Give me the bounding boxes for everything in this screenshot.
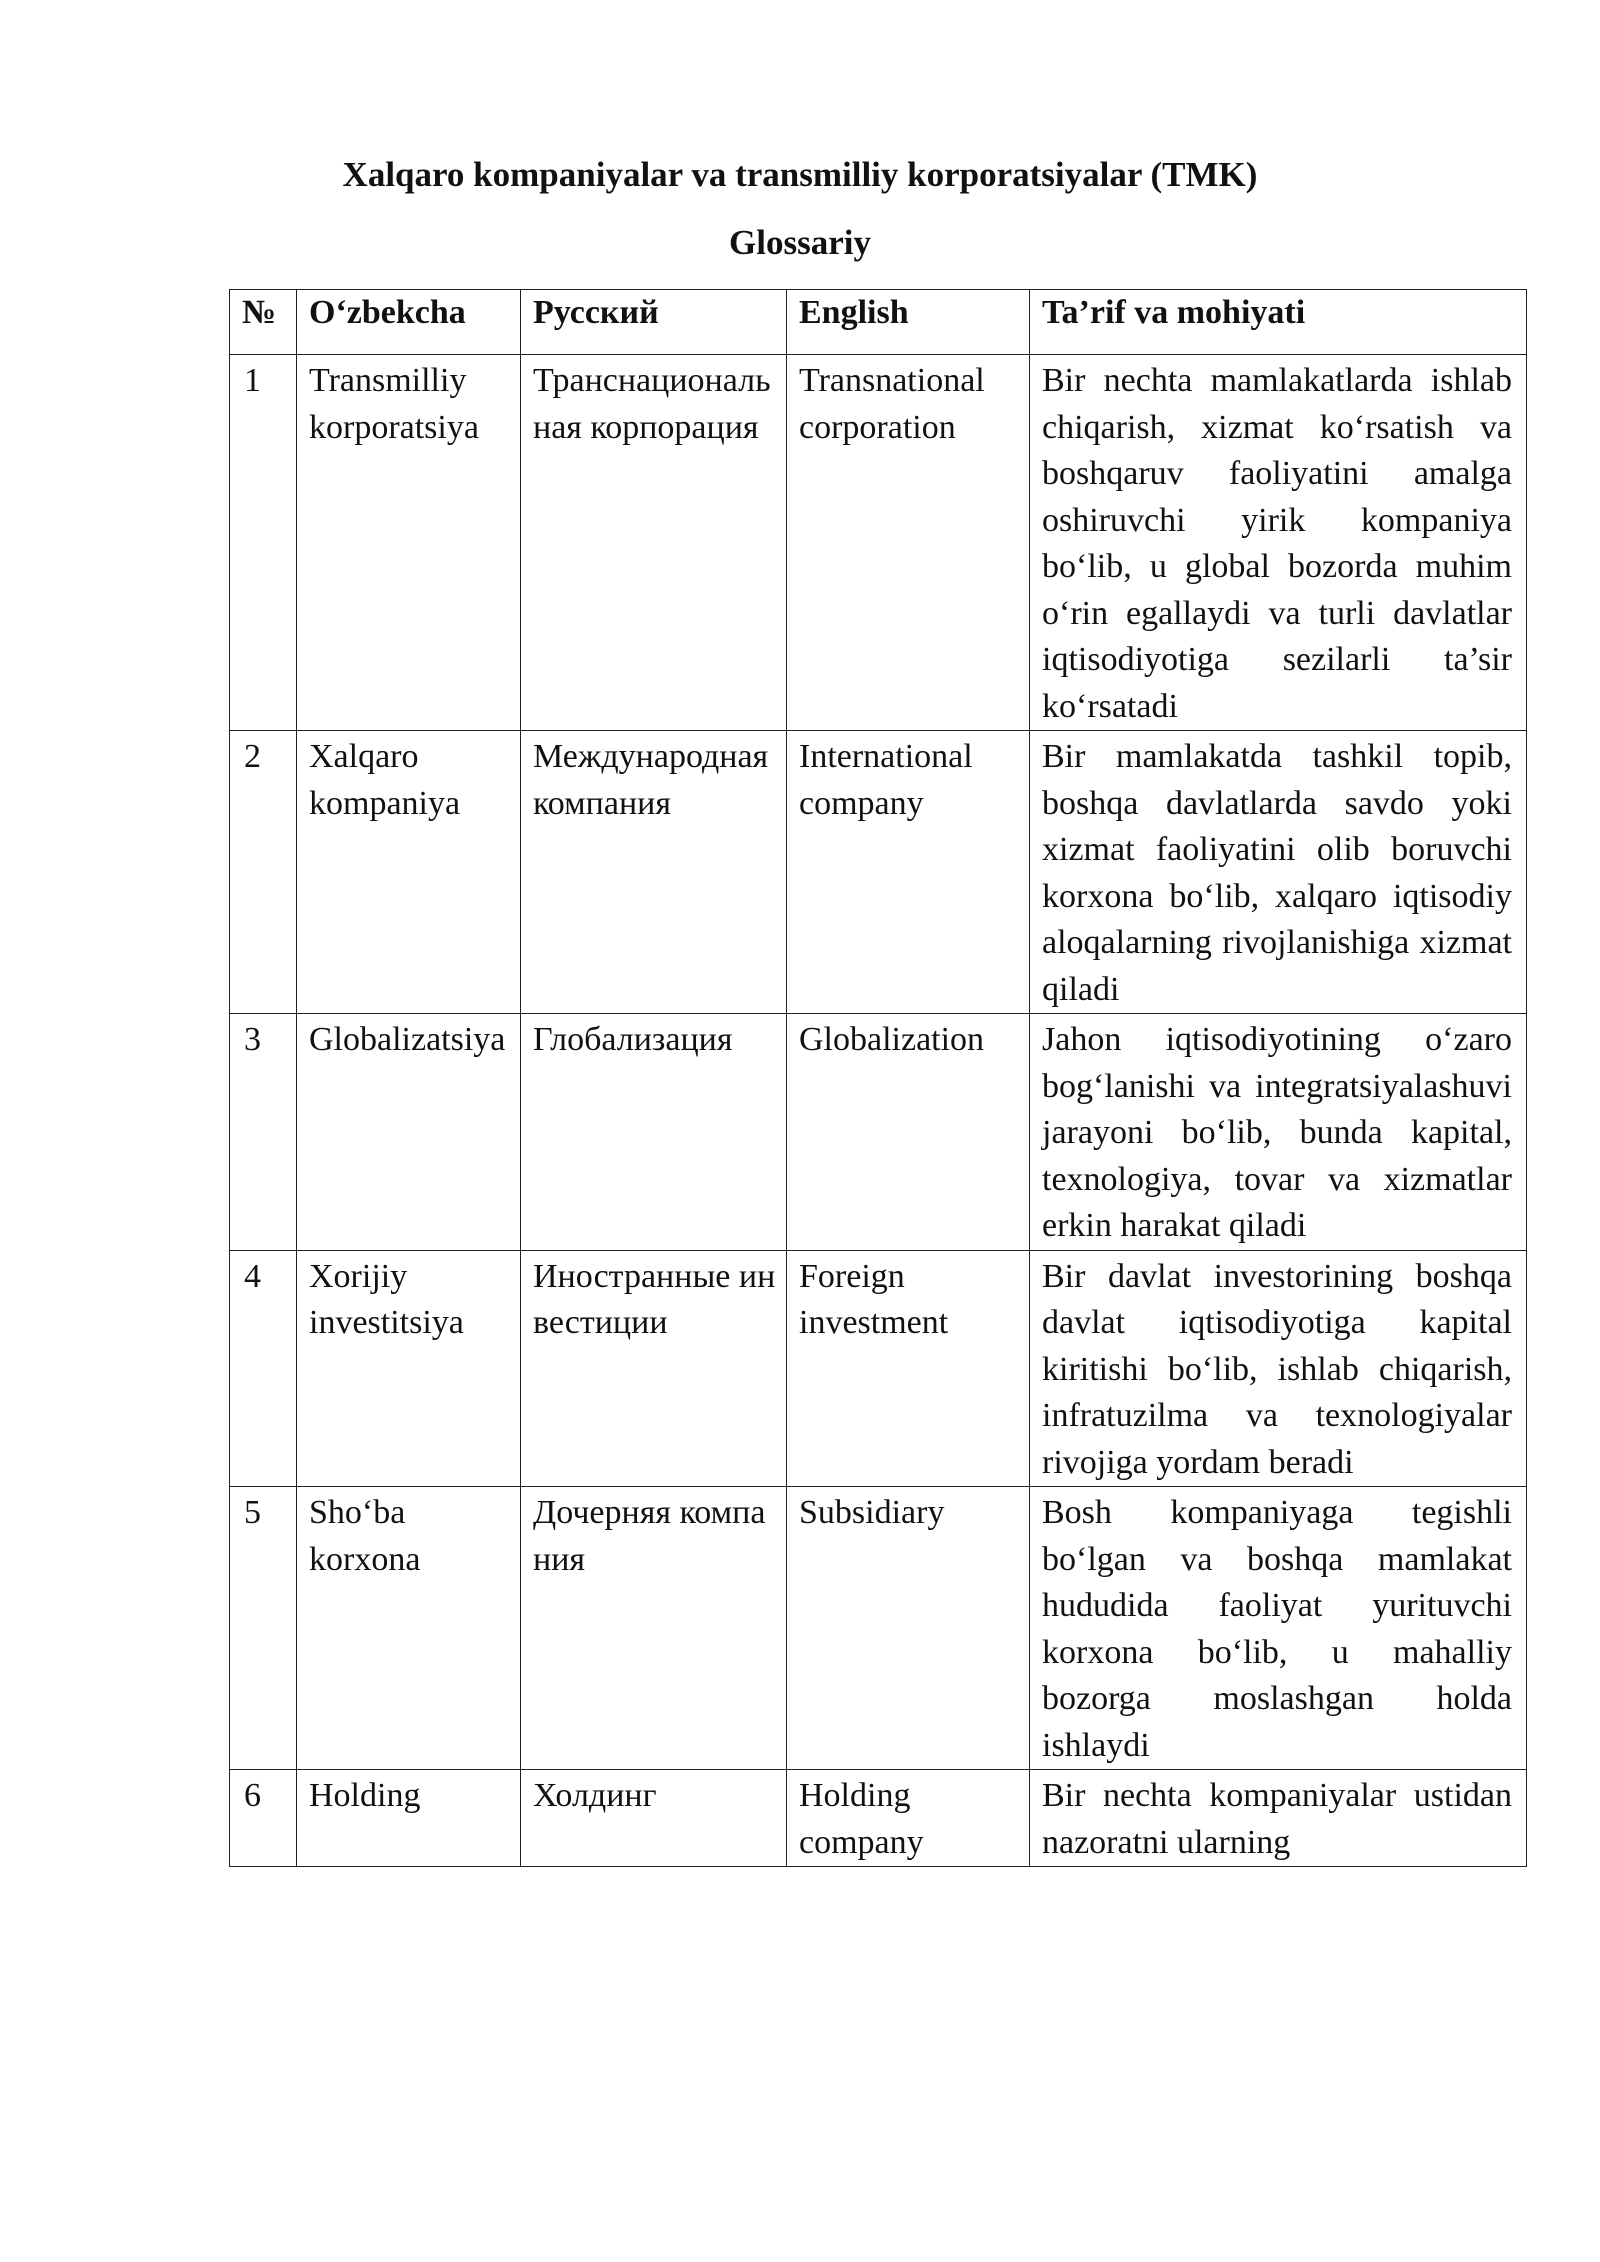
table-row	[230, 355, 1527, 731]
term-uzbek: Holding	[297, 1770, 521, 1867]
term-english: Holding company	[787, 1770, 1030, 1867]
term-russian: Транснациональная корпорация	[521, 355, 787, 731]
term-definition: Bir mamlakatda tashkil topib, boshqa davlatlarda savdo yoki xizmat faoliyatini olib boruvchi korxona bo‘lib, xalqaro iqtisodiy aloqalarning rivojlanishiga xizmat qiladi	[1030, 731, 1527, 1014]
document-subtitle: Glossariy	[729, 223, 871, 262]
term-russian: Международная компания	[521, 731, 787, 1014]
header-russian: Русский	[521, 290, 787, 355]
table-row	[230, 1770, 1527, 1867]
row-number: 6	[230, 1770, 297, 1867]
glossary-header	[230, 290, 1527, 355]
header-row	[230, 290, 1527, 355]
glossary-body	[230, 355, 1527, 1867]
term-english: Globalization	[787, 1014, 1030, 1251]
term-english: Foreign investment	[787, 1250, 1030, 1487]
header-number: №	[230, 290, 297, 355]
row-number: 1	[230, 355, 297, 731]
document-title: Xalqaro kompaniyalar va transmilliy korporatsiyalar (TMK)	[342, 155, 1258, 194]
row-number: 4	[230, 1250, 297, 1487]
table-row	[230, 1487, 1527, 1770]
table-row	[230, 1250, 1527, 1487]
term-definition: Bir davlat investorining boshqa davlat iqtisodiyotiga kapital kiritishi bo‘lib, ishlab chiqarish, infratuzilma va texnologiyalar rivojiga yordam beradi	[1030, 1250, 1527, 1487]
row-number: 5	[230, 1487, 297, 1770]
term-english: Subsidiary	[787, 1487, 1030, 1770]
term-russian: Глобализация	[521, 1014, 787, 1251]
term-uzbek: Globalizatsiya	[297, 1014, 521, 1251]
term-english: Transnational corporation	[787, 355, 1030, 731]
table-row	[230, 1014, 1527, 1251]
term-russian: Дочерняя компания	[521, 1487, 787, 1770]
term-russian: Иностранные инвестиции	[521, 1250, 787, 1487]
term-uzbek: Sho‘ba korxona	[297, 1487, 521, 1770]
term-english: International company	[787, 731, 1030, 1014]
row-number: 2	[230, 731, 297, 1014]
header-uzbek: O‘zbekcha	[297, 290, 521, 355]
row-number: 3	[230, 1014, 297, 1251]
table-row	[230, 731, 1527, 1014]
term-definition: Bosh kompaniyaga tegishli bo‘lgan va boshqa mamlakat hududida faoliyat yurituvchi korxona bo‘lib, u mahalliy bozorga moslashgan holda ishlaydi	[1030, 1487, 1527, 1770]
term-uzbek: Transmilliy korporatsiya	[297, 355, 521, 731]
term-definition: Jahon iqtisodiyotining o‘zaro bog‘lanishi va integratsiyalashuvi jarayoni bo‘lib, bunda kapital, texnologiya, tovar va xizmatlar erkin harakat qiladi	[1030, 1014, 1527, 1251]
header-definition: Ta’rif va mohiyati	[1030, 290, 1527, 355]
glossary-table	[229, 289, 1527, 1867]
term-uzbek: Xalqaro kompaniya	[297, 731, 521, 1014]
term-uzbek: Xorijiy investitsiya	[297, 1250, 521, 1487]
term-definition: Bir nechta kompaniyalar ustidan nazoratni ularning	[1030, 1770, 1527, 1867]
term-russian: Холдинг	[521, 1770, 787, 1867]
header-english: English	[787, 290, 1030, 355]
term-definition: Bir nechta mamlakatlarda ishlab chiqarish, xizmat ko‘rsatish va boshqaruv faoliyatini amalga oshiruvchi yirik kompaniya bo‘lib, u global bozorda muhim o‘rin egallaydi va turli davlatlar iqtisodiyotiga sezilarli ta’sir ko‘rsatadi	[1030, 355, 1527, 731]
